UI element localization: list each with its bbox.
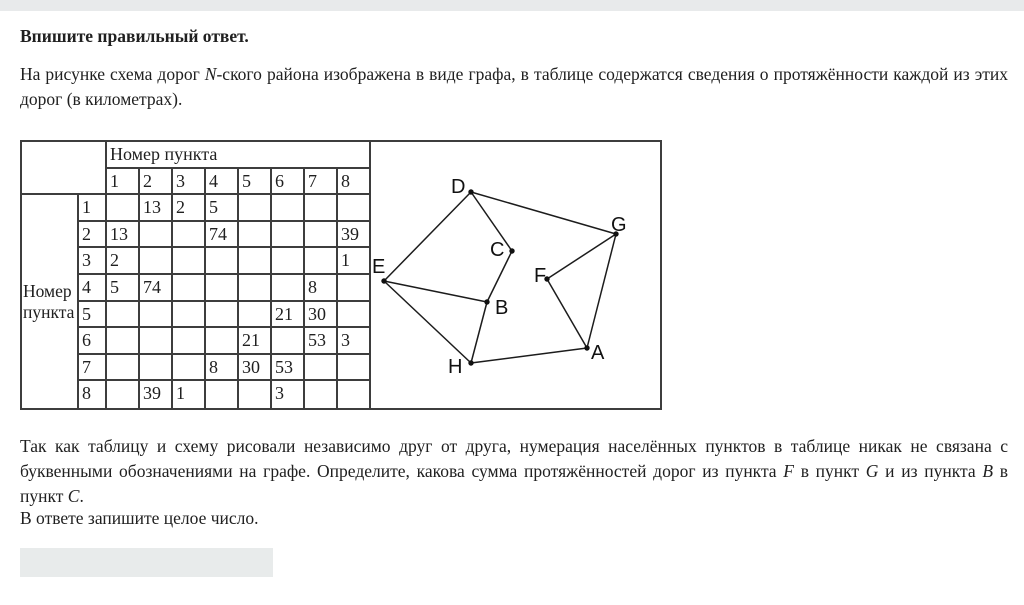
text-segment: На рисунке схема дорог xyxy=(20,64,205,84)
table-cell xyxy=(272,195,305,222)
table-cell: 3 xyxy=(272,381,305,408)
table-cell xyxy=(305,248,338,275)
table-row-header: 1 xyxy=(79,195,107,222)
graph-vertex-label-D: D xyxy=(451,176,466,198)
table-cell: 30 xyxy=(239,355,272,382)
task-intro xyxy=(20,62,1008,112)
table-row-header: 3 xyxy=(79,248,107,275)
table-cell xyxy=(140,222,173,249)
graph-vertex-C xyxy=(509,248,514,253)
table-cell xyxy=(272,275,305,302)
table-col-header: 7 xyxy=(305,169,338,196)
graph-vertex-label-E: E xyxy=(372,256,386,278)
table-cell: 30 xyxy=(305,302,338,329)
table-cell xyxy=(206,381,239,408)
table-cell xyxy=(305,355,338,382)
graph-vertex-label-H: H xyxy=(448,356,463,378)
table-cell: 1 xyxy=(173,381,206,408)
table-col-header: 6 xyxy=(272,169,305,196)
table-cell: 39 xyxy=(338,222,371,249)
text-segment: и из пункта xyxy=(878,461,983,481)
table-row-group-header xyxy=(22,195,79,408)
table-cell xyxy=(140,328,173,355)
page-title: Впишите правильный ответ. xyxy=(20,26,249,46)
table-cell: 13 xyxy=(140,195,173,222)
table-cell xyxy=(173,302,206,329)
table-col-header: 1 xyxy=(107,169,140,196)
table-cell xyxy=(107,355,140,382)
table-cell xyxy=(305,381,338,408)
table-cell xyxy=(239,302,272,329)
table-cell xyxy=(305,195,338,222)
graph-edge-D-G xyxy=(471,192,616,234)
table-cell: 5 xyxy=(107,275,140,302)
table-cell: 5 xyxy=(206,195,239,222)
text-segment: в пункт xyxy=(794,461,866,481)
figure-box xyxy=(20,140,662,410)
table-cell xyxy=(206,275,239,302)
task-question xyxy=(20,434,1008,509)
table-cell: 21 xyxy=(272,302,305,329)
graph-vertex-B xyxy=(484,299,489,304)
answer-note: В ответе запишите целое число. xyxy=(20,508,259,528)
table-row-header: 8 xyxy=(79,381,107,408)
graph-vertex-label-F: F xyxy=(534,265,547,287)
graph-vertex-A xyxy=(584,345,589,350)
graph-edge-A-G xyxy=(587,234,616,348)
road-graph xyxy=(371,142,660,408)
table-cell xyxy=(173,328,206,355)
text-segment: -ского района изображена в виде графа, в таблице содержатся сведения о протяжённости каждой из этих дорог (в километрах). xyxy=(20,64,1008,109)
table-cell xyxy=(173,275,206,302)
text-segment: . xyxy=(79,486,84,506)
table-cell: 21 xyxy=(239,328,272,355)
variable-italic: G xyxy=(865,461,879,481)
graph-vertex-D xyxy=(468,189,473,194)
table-row-group-header-line: пункта xyxy=(23,301,75,322)
top-bar xyxy=(0,0,1024,11)
table-cell xyxy=(140,355,173,382)
variable-italic: F xyxy=(783,461,794,481)
table-cell xyxy=(239,195,272,222)
table-cell: 8 xyxy=(305,275,338,302)
text-segment: Так как таблицу и схему рисовали независимо друг от друга, нумерация населённых пунктов в таблице никак не связана с буквенными обозначениями на графе. Определите, какова сумма протяжённостей дорог из пункта xyxy=(20,436,1008,481)
table-cell: 8 xyxy=(206,355,239,382)
table-cell xyxy=(338,275,371,302)
table-cell xyxy=(272,328,305,355)
table-cell xyxy=(107,195,140,222)
table-cell: 74 xyxy=(206,222,239,249)
table-cell xyxy=(239,381,272,408)
table-cell xyxy=(338,302,371,329)
table-cell: 74 xyxy=(140,275,173,302)
table-col-header: 4 xyxy=(206,169,239,196)
variable-italic: C xyxy=(67,486,80,506)
table-col-header: 2 xyxy=(140,169,173,196)
table-cell xyxy=(272,248,305,275)
table-row-header: 4 xyxy=(79,275,107,302)
table-cell xyxy=(239,248,272,275)
table-cell xyxy=(338,195,371,222)
table-col-header: 3 xyxy=(173,169,206,196)
table-cell xyxy=(173,355,206,382)
table-cell xyxy=(338,355,371,382)
table-cell xyxy=(173,222,206,249)
table-cell xyxy=(206,302,239,329)
table-cell: 1 xyxy=(338,248,371,275)
table-cell xyxy=(140,302,173,329)
table-cell: 2 xyxy=(173,195,206,222)
variable-italic: B xyxy=(982,461,994,481)
table-cell xyxy=(239,275,272,302)
table-col-header: 8 xyxy=(338,169,371,196)
table-cell: 13 xyxy=(107,222,140,249)
graph-edge-H-A xyxy=(471,348,587,363)
table-cell: 39 xyxy=(140,381,173,408)
variable-italic: N xyxy=(204,64,217,84)
text-segment: в пункт xyxy=(20,461,1008,506)
table-row-header: 6 xyxy=(79,328,107,355)
table-col-header: 5 xyxy=(239,169,272,196)
table-cell xyxy=(107,328,140,355)
graph-edge-B-H xyxy=(471,302,487,363)
graph-edge-E-B xyxy=(384,281,487,302)
graph-edge-D-E xyxy=(384,192,471,281)
graph-edge-A-F xyxy=(547,279,587,348)
table-cell xyxy=(206,328,239,355)
table-cell xyxy=(173,248,206,275)
graph-vertex-E xyxy=(381,278,386,283)
graph-vertex-label-B: B xyxy=(495,297,509,319)
table-cell: 53 xyxy=(305,328,338,355)
table-cell xyxy=(272,222,305,249)
distance-table xyxy=(22,142,371,408)
graph-vertex-H xyxy=(468,360,473,365)
graph-vertex-label-A: A xyxy=(591,342,605,364)
table-row-header: 5 xyxy=(79,302,107,329)
table-row-group-header-line: Номер xyxy=(23,280,72,301)
table-corner-cell xyxy=(22,142,107,195)
table-cell xyxy=(338,381,371,408)
graph-edge-E-H xyxy=(384,281,471,363)
graph-vertex-label-G: G xyxy=(611,214,627,236)
table-cell xyxy=(107,381,140,408)
table-cell xyxy=(305,222,338,249)
table-cell: 53 xyxy=(272,355,305,382)
table-cell xyxy=(206,248,239,275)
graph-vertex-label-C: C xyxy=(490,239,505,261)
table-cell xyxy=(140,248,173,275)
table-cell: 3 xyxy=(338,328,371,355)
table-cell xyxy=(239,222,272,249)
table-row-header: 2 xyxy=(79,222,107,249)
answer-input[interactable] xyxy=(20,548,273,577)
table-cell xyxy=(107,302,140,329)
table-col-group-header: Номер пункта xyxy=(107,142,371,169)
table-cell: 2 xyxy=(107,248,140,275)
table-row-header: 7 xyxy=(79,355,107,382)
